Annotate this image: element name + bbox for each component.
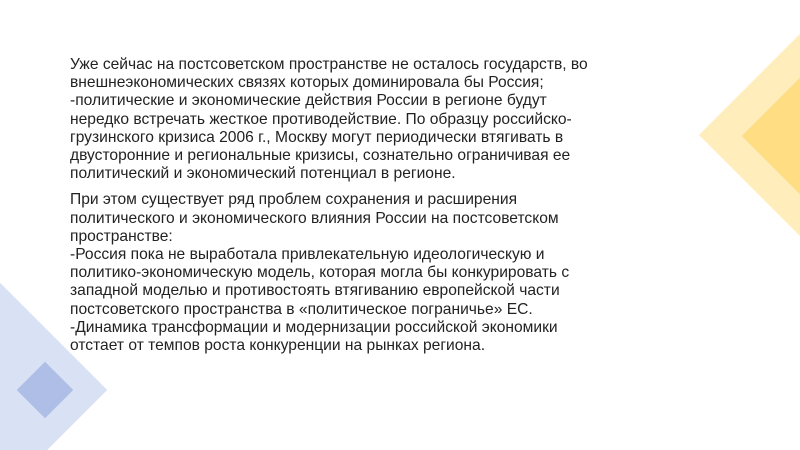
paragraph-current-situation: Уже сейчас на постсоветском пространстве не осталось государств, во внешнеэкономических связях которых доминировала бы Россия; -политические и экономические действия России в регионе будут нередко встречать жесткое противодействие. По образцу российско- грузинского кризиса 2006 г., Москву могут периодически втягивать в двусторонние и региональные кризисы, сознательно ограничивая ее политический и экономический потенциал в регионе. bbox=[70, 56, 588, 183]
slide-body-text bbox=[70, 56, 730, 363]
paragraph-problems: При этом существует ряд проблем сохранения и расширения политического и экономического влияния России на постсоветском пространстве: -Россия пока не выработала привлекательную идеологическую и политико-экономическую модель, которая могла бы конкурировать с западной моделью и противостоять втягиванию европейской части постсоветского пространства в «политическое пограничье» ЕС. -Динамика трансформации и модернизации российской экономики отстает от темпов роста конкуренции на рынках региона. bbox=[70, 191, 570, 355]
